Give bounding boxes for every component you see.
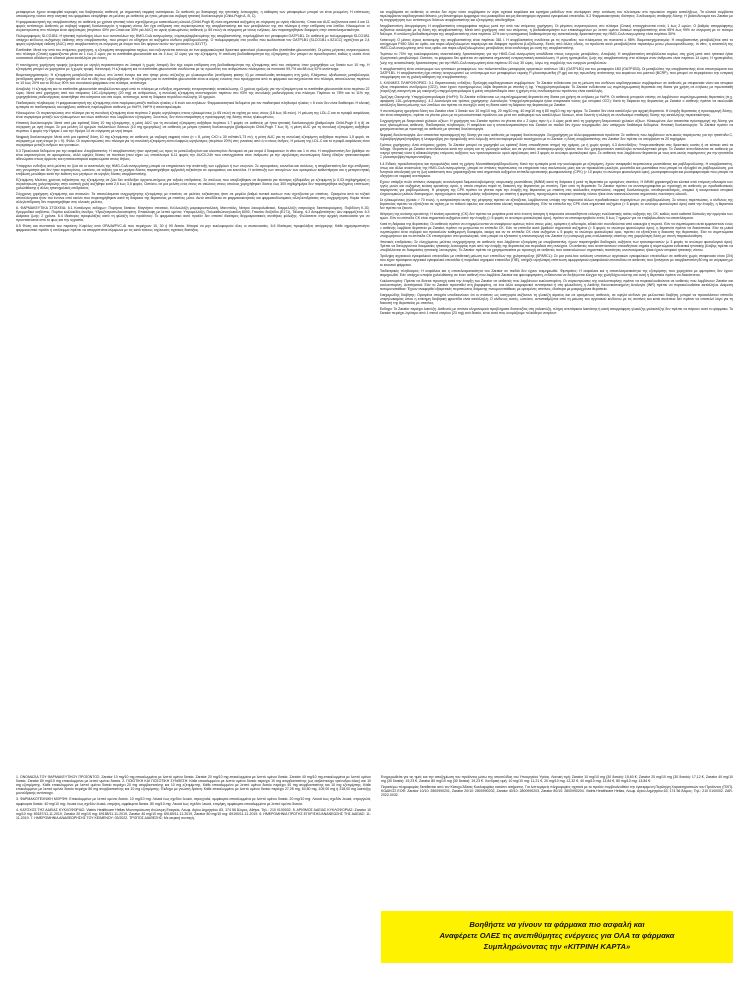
paragraph: μεταφορέων έχουν αναφερθεί κορυφές και διαβητικούς ασθενείς με σημαντική νεφρική ανεπάρκεια. Σε ασθενείς με διαταραχή της ηπατικής λειτουργίας, η κάθαρση των μεταφορέων μπορεί να είναι μειωμένη. Η επίπτωση υποκείμενης νόσου στην κινητική του φαρμάκου εκτιμήθηκε σε μελέτες με ασθενείς με ήπια, μέτρια και σοβαρή ηπατική δυσλειτουργία (Child-Pugh A, B, C). <box>16 10 370 19</box>
paragraph: 3. ΦΑΡΜΑΚΟΤΕΧΝΙΚΗ ΜΟΡΦΗ: Επικαλυμμένο με λεπτό υμένιο δισκίο. 10 mg/10 mg: Λευκά έως σχεδόν λευκά, στρογγυλά, αμφίκυρτα επικαλυμμένα με λεπτό υμένιο δισκία. 20 mg/10 mg: Λευκά έως σχεδόν λευκά, στρογγυλά, αμφίκυρτα δισκία. 40 mg/10 mg: Λευκά έως σχεδόν λευκά, επιμήκη, αμφίκυρτα δισκία. 80 mg/10 mg: Λευκά έως σχεδόν λευκά, επιμήκη, αμφίκυρτα επικαλυμμένα με λεπτό υμένιο δισκία. <box>16 797 371 806</box>
notice-line-3: Συμπληρώνοντας την «ΚΙΤΡΙΝΗ ΚΑΡΤΑ» <box>483 942 631 951</box>
paragraph: Κυκλοσπορίνη: Πρέπει να δίνεται προσοχή κατά την έναρξη του Zarator σε ασθενείς που λαμβάνουν κυκλοσπορίνη. Οι συγκεντρώσεις της κυκλοσπορίνης πρέπει να παρακολουθούνται σε ασθενείς που λαμβάνουν Zarator και κυκλοσπορίνη. Αντιπηκτικά: Εάν το Zarator προστεθεί στη βαρφαρίνη, σε ένα άλλο κουμαρινικό αντιπηκτικό ή στη φλουιδιόνη, η Διεθνής Κανονικοποιημένη Αναλογία (INR) πρέπει να παρακολουθείται κατάλληλα. Διάμεση πνευμονοπάθεια: Έχουν αναφερθεί εξαιρετικές περιπτώσεις διάμεσης πνευμονοπάθειας με ορισμένες στατίνες, ιδιαίτερα με μακροχρόνια θεραπεία. <box>379 278 733 291</box>
paragraph: Κατανομή: Ο μέσος όγκος κατανομής της ατορβαστατίνης είναι περίπου 381 l. Η ατορβαστατίνη συνδέεται με τις πρωτεΐνες του πλάσματος σε ποσοστό ≥ 98%. Βιομετασχηματισμός: Η ατορβαστατίνη μεταβολίζεται από το κυτόχρωμα P450 3A4 σε ορθο- και παρα-υδροξυλιωμένα παράγωγα και διάφορα προϊόντα β-οξείδωσης. Εκτός από άλλες οδούς, τα προϊόντα αυτά μεταβολίζονται περαιτέρω μέσω γλυκουρονιδίωσης. In vitro, η αναστολή της HMG-CoA αναγωγάσης από τους ορθο- και παρα-υδροξυλιωμένους μεταβολίτες είναι ισοδύναμη με αυτή της ατορβαστατίνης. <box>379 38 733 51</box>
paragraph: 6.5 Φύση και συστατικά του περιέκτη: Κυψέλες από OPA/Al/PVC-Al που περιέχουν 10, 30 ή 90 δισκία. Μπορεί να μην κυκλοφορούν όλες οι συσκευασίες. 6.6 Ιδιαίτερες προφυλάξεις απόρριψης: Κάθε αχρησιμοποίητο φαρμακευτικό προϊόν ή υπόλειμμα πρέπει να απορρίπτεται σύμφωνα με τις κατά τόπους ισχύουσες σχετικές διατάξεις. <box>16 224 370 233</box>
paragraph: 5.3 Προκλινικά δεδομένα για την ασφάλεια: Ατορβαστατίνη: Η ατορβαστατίνη ήταν αρνητική ως προς το μεταλλαξιογόνο και κλαστογόνο δυναμικό σε μια σειρά 4 δοκιμασιών in vitro και 1 in vivo. Η ατορβαστατίνη δεν βρέθηκε να είναι καρκινογόνος σε αρουραίους, αλλά υψηλές δόσεις σε ποντίκια (που είχαν ως αποτέλεσμα 6-11 φορές την AUC0-24h που επιτυγχάνεται στον άνθρωπο με την υψηλότερη συνιστώμενη δόση) έδειξαν ηπατοκυτταρικά αδενώματα στους άρρενες και ηπατοκυτταρικά καρκινώματα στους θήλεις. <box>16 149 370 162</box>
body-columns <box>16 10 733 770</box>
paragraph: και συμβάματα σε ασθενείς οι οποίοι δεν είχαν νόσο συμβάματα εν όψει σχετικά κεφάλαια και κριτήρια μεθόδων που συνέφεραν στην ανάλυση του πλεύσιμου στο πρωτεύον σημείο καταλήξεως. Τα κλινικά συμβάντα περιλάμβαναν καρδιαγγειακό θάνατο, μη θανατηφόρο έμφραγμα του μυοκαρδίου και μη θανατηφόρο αγγειακό εγκεφαλικό επεισόδιο. 5.2 Φαρμακοκινητικές ιδιότητες: Συνδυασμός σταθερής δόσης: Η βιοϊσοδυναμία του Zarator με τη συγχορήγηση των αντίστοιχων δόσεων ατορβαστατίνης και εζετιμίμπης αποδείχθηκε. <box>379 10 733 23</box>
paragraph: Η συνιστώμενη ημερήσια δόση του Zarator είναι 1 δισκίο των 10 mg/10 mg, 20 mg/10 mg, 40 mg/10 mg ή 80 mg/10 mg την ημέρα. Το Zarator δεν είναι κατάλληλο για αρχική θεραπεία. Η έναρξη θεραπείας ή προσαρμογή δόσης, εάν είναι απαραίτητο, πρέπει να γίνεται μόνο με τα μονοσυστατικά προϊόντα, και μετά τον καθορισμό των κατάλληλων δόσεων, είναι δυνατή η αλλαγή σε συνδυασμό σταθερής δόσης της κατάλληλης περιεκτικότητας. <box>379 108 733 118</box>
paragraph: Τρόπος χορήγησης: Από στόματος χρήση. Το Zarator μπορεί να χορηγηθεί ως εφάπαξ δόση οποιαδήποτε στιγμή της ημέρας, με ή χωρίς τροφή. 4.3 Αντενδείξεις: Υπερευαισθησία στις δραστικές ουσίες ή σε κάποιο από τα έκδοχα. Θεραπεία με Zarator αντενδείκνυται κατά την κύηση και τη γαλουχία καθώς και σε γυναίκες αναπαραγωγικής ηλικίας που δεν χρησιμοποιούν κατάλληλα αντισυλληπτικά μέτρα. Το Zarator αντενδείκνυται σε ασθενείς με ενεργό ηπατική νόσο ή αδικαιολόγητες επίμονες αυξήσεις των τρανσαμινασών ορού υψηλότερες από 3 φορές το ανώτερο φυσιολογικό όριο. Σε ασθενείς που λαμβάνουν θεραπεία με τους αντι-ιικούς παράγοντες για την ηπατίτιδα C γλεκαπρεβίρη/πιμπρεντασβίρη. <box>379 143 733 160</box>
pricing-text <box>381 775 733 797</box>
notice-line-1: Βοηθήστε να γίνουν τα φάρμακα πιο ασφαλή και <box>469 920 645 929</box>
paragraph: Βιομετασχηματισμός: Η εζετιμίμπη μεταβολίζεται κυρίως στο λεπτό έντερο και στο ήπαρ μέσω σύζευξης με γλυκουρονίδιο (αντίδραση φάσης ΙΙ) με επακόλουθη απέκκριση στη χολή. Ελάχιστος οξειδωτικός μεταβολισμός (αντίδραση φάσης Ι) έχει παρατηρηθεί σε όλα τα είδη που αξιολογήθηκαν. Η εζετιμίμπη και το ezetimibe-glucuronide είναι οι κύριες ενώσεις που προέρχονται από το φάρμακο και ανιχνεύονται στο πλάσμα, αποτελώντας περίπου το 10 έως 20% και το 80 έως 90% του συνολικού φαρμάκου στο πλάσμα, αντίστοιχα. <box>16 72 370 85</box>
paragraph: Σακχαρώδης διαβήτης: Ορισμένα στοιχεία υποδεικνύουν ότι οι στατίνες ως κατηγορία αυξάνουν τη γλυκόζη αίματος και σε ορισμένους ασθενείς, σε υψηλό κίνδυνο για μελλοντικό διαβήτη, μπορεί να προκαλέσουν επίπεδο υπεργλυκαιμίας όπου η επίσημη διαβητική φροντίδα είναι κατάλληλη. Ο κίνδυνος αυτός, ωστόσο, αντισταθμίζεται από τη μείωση του αγγειακού κινδύνου με τις στατίνες και κατά συνέπεια δεν πρέπει να αποτελεί λόγο για τη διακοπή της θεραπείας με στατίνες. <box>379 292 733 305</box>
yellow-card-notice <box>381 911 733 963</box>
paragraph: Η ατορβαστατίνη είναι υπόστρωμα των ηπατικών μεταφορέων, του πολυπεπτιδίου μεταφοράς οργανικών ανιόντων 1B1 (OATP1B1) και του μεταφορέα 1B3 (OATP1B3). Οι μεταβολίτες της ατορβαστατίνης είναι υποστρώματα του OATP1B1. Η ατορβαστατίνη έχει επίσης αναγνωριστεί ως υπόστρωμα των μεταφορέων εκροής P-γλυκοπρωτεΐνη (P-gp) και της πρωτεΐνης αντίστασης του καρκίνου του μαστού (BCRP), που μπορεί να περιορίσουν την εντερική απορρόφηση και τη χολική κάθαρση της ατορβαστατίνης. <box>379 66 733 79</box>
paragraph: 3. ΚΛΙΝΙΚΕΣ ΠΛΗΡΟΦΟΡΙΕΣ: 3.1 Θεραπευτικές ενδείξεις: Πρόληψη καρδιαγγειακών συμβαμάτων: Το Zarator ενδείκνυται για τη μείωση του κινδύνου καρδιαγγειακών συμβαμάτων σε ασθενείς με στεφανιαία νόσο και ιστορικό οξέος στεφανιαίου συνδρόμου (ΟΣΣ), όταν έχουν προηγουμένως λάβει θεραπεία με στατίνη ή όχι. Υπερχοληστερολαιμία: Το Zarator ενδείκνυται ως συμπληρωματική θεραπεία στη δίαιτα για χρήση σε ενήλικες με πρωτοπαθή (ετερόζυγη οικογενή και μη οικογενή) υπερχοληστερολαιμία ή μικτή υπερλιπιδαιμία όταν η χρήση ενός συνδυασμένου προϊόντος είναι κατάλληλη. <box>379 80 733 93</box>
paragraph: 4.4 Ειδικές προειδοποιήσεις και προφυλάξεις κατά τη χρήση: Μυοπάθεια/ραβδομυόλυση: Κατά την εμπειρία μετά την κυκλοφορία με εζετιμίμπη, έχουν αναφερθεί περιπτώσεις μυοπάθειας και ραβδομυόλυσης. Η ατορβαστατίνη, όπως και άλλοι αναστολείς της HMG-CoA αναγωγάσης, μπορεί σε σπάνιες περιπτώσεις να επηρεάσει τους σκελετικούς μύες και να προκαλέσει μυαλγία, μυοσίτιδα και μυοπάθεια που μπορεί να εξελιχθεί σε ραβδομυόλυση, μια δυνητικά απειλητική για τη ζωή κατάσταση που χαρακτηρίζεται από σημαντικά αυξημένα επίπεδα κρεατινικής φωσφοκινάσης (CPK) (> 10 φορές το ανώτερο φυσιολογικό όριο), μυοσφαιρινουρία και μυοσφαιριναιμία που μπορεί να οδηγήσει σε νεφρική ανεπάρκεια. <box>379 161 733 178</box>
left-text-column <box>16 10 370 770</box>
paragraph: Ηπατικές επιδράσεις: Σε ελεγχόμενες μελέτες συγχορήγησης σε ασθενείς που λάμβαναν εζετιμίμπη με ατορβαστατίνη, έχουν παρατηρηθεί διαδοχικές αυξήσεις των τρανσαμινασών (≥ 3 φορές το ανώτερο φυσιολογικό όριο). Πρέπει να διενεργούνται δοκιμασίες ηπατικής λειτουργίας πριν από την έναρξη της θεραπείας και περιοδικά στη συνέχεια. Οι ασθενείς που αναπτύσσουν οποιαδήποτε σημεία ή συμπτώματα ενδεικτικά ηπατικής βλάβης πρέπει να υποβάλλονται σε δοκιμασίες ηπατικής λειτουργίας. Το Zarator πρέπει να χρησιμοποιείται με προσοχή σε ασθενείς που καταναλώνουν σημαντικές ποσότητες οινοπνεύματος ή/και έχουν ιστορικό ηπατικής νόσου. <box>379 240 733 253</box>
paragraph: Ηπατική δυσλειτουργία: Μετά από μια εφάπαξ δόση 10 mg εζετιμίμπης, η μέση AUC για τη συνολική εζετιμίμπη αυξήθηκε περίπου 1,7 φορές σε ασθενείς με ήπια ηπατική δυσλειτουργία (βαθμολογία Child-Pugh 5 ή 6) σε σύγκριση με υγιή άτομα. Σε μια μελέτη 14 ημερών πολλαπλών δόσεων (10 mg ημερησίως) σε ασθενείς με μέτρια ηπατική δυσλειτουργία (βαθμολογία Child-Pugh 7 έως 9), η μέση AUC για τη συνολική εζετιμίμπη αυξήθηκε περίπου 4 φορές την Ημέρα 1 και την Ημέρα 14 σε σύγκριση με υγιή άτομα. <box>16 121 370 134</box>
paragraph: Παιδιατρικός πληθυσμός: Η φαρμακοκινητική της εζετιμίμπης είναι παρόμοια μεταξύ παιδιών ηλικίας ≥ 6 ετών και ενηλίκων. Φαρμακοκινητικά δεδομένα για τον παιδιατρικό πληθυσμό ηλικίας < 6 ετών δεν είναι διαθέσιμα. Η κλινική εμπειρία σε παιδιατρικούς και εφήβους ασθενείς περιλαμβάνει ασθενείς με HoFH, HeFH ή σιτοστερολαιμία. <box>16 100 370 109</box>
paragraph: Ενημερωθείτε για τις τιμές και την αποζημίωση του προϊόντος μέσω της ιστοσελίδας του Υπουργείου Υγείας. Λιανική τιμή: Zarator 10 mg/10 mg (30 δισκία): 15,60 €, Zarator 20 mg/10 mg (30 δισκία): 17,12 €, Zarator 40 mg/10 mg (30 δισκία): 19,23 €, Zarator 80 mg/10 mg (30 δισκία): 19,23 €. Χονδρική τιμή: 10 mg/10 mg: 11,21 €, 20 mg/10 mg: 12,32 €, 40 mg/10 mg: 13,84 €, 80 mg/10 mg: 13,84 €. <box>381 775 733 784</box>
paragraph: Έχουν υπάρξει πολύ σπάνιες αναφορές ανοσολογικά διαμεσολαβούμενης νεκρωτικής μυοπάθειας (IMNM) κατά τη διάρκεια ή μετά τη θεραπεία με ορισμένες στατίνες. Η IMNM χαρακτηρίζεται κλινικά από επίμονη αδυναμία των εγγύς μυών και αυξημένη κινάση κρεατίνης ορού, η οποία επιμένει παρά τη διακοπή της θεραπείας με στατίνη. Πριν από τη θεραπεία: Το Zarator πρέπει να συνταγογραφείται με προσοχή σε ασθενείς με προδιαθεσικούς παράγοντες για ραβδομυόλυση. Η μέτρηση της CPK πρέπει να γίνεται πριν την έναρξη της θεραπείας με στατίνη στις ακόλουθες περιπτώσεις: νεφρική δυσλειτουργία, υποθυρεοειδισμός, ατομικό ή οικογενειακό ιστορικό κληρονομικών μυϊκών διαταραχών, προηγούμενο ιστορικό μυϊκής τοξικότητας με στατίνη ή φιμπράτη, προηγούμενο ιστορικό ηπατικής νόσου ή/και όταν καταναλώνονται σημαντικές ποσότητες αλκοόλ. <box>379 179 733 196</box>
paragraph: Ηλικιωμένοι: Οι συγκεντρώσεις στο πλάσμα για τη συνολική εζετιμίμπη είναι περίπου 2 φορές υψηλότερες στους ηλικιωμένους (≥ 65 ετών) σε σχέση με τους νέους (18 έως 45 ετών). Η μείωση της LDL-C και το προφίλ ασφάλειας είναι συγκρίσιμα μεταξύ των ηλικιωμένων και νέων ασθενών που λαμβάνουν εζετιμίμπη. Συνεπώς, δεν είναι απαραίτητη η προσαρμογή της δόσης στους ηλικιωμένους. <box>16 110 370 120</box>
pricing-block <box>381 775 733 951</box>
paragraph: Περίπου το 70% της κυκλοφορούσας ανασταλτικής δραστικότητας για την HMG-CoA αναγωγάση αποδίδεται στους ενεργούς μεταβολίτες. Αποβολή: Η ατορβαστατίνη αποβάλλεται κυρίως στη χολή μετά από ηπατικό ή/και εξωηπατικό μεταβολισμό. Ωστόσο, το φάρμακο δεν φαίνεται να υφίσταται σημαντική εντεροηπατική ανακύκλωση. Η μέση ημιπερίοδος ζωής της ατορβαστατίνης στο πλάσμα στον άνθρωπο είναι περίπου 14 ώρες. Η ημιπερίοδος ζωής της ανασταλτικής δραστικότητας για την HMG-CoA αναγωγάση είναι περίπου 20 έως 30 ώρες, λόγω της συμβολής των ενεργών μεταβολιτών. <box>379 52 733 65</box>
paragraph: Περαιτέρω πληροφορίες διατίθενται από τον Κάτοχο Άδειας Κυκλοφορίας κατόπιν αιτήματος. Για λεπτομερείς πληροφορίες σχετικά με το προϊόν συμβουλευθείτε την εγκεκριμένη Περίληψη Χαρακτηριστικών του Προϊόντος (ΠΧΠ). ΚΩΔΙΚΟΣ ΕΟΦ: Zarator 10/10: 2800990201, Zarator 20/10: 2800990202, Zarator 40/10: 2800990203, Zarator 80/10: 2800990204. Viatris Healthcare Hellas, Λεωφ. Αγίου Δημητρίου 63, 174 56 Άλιμος. Τηλ.: 210 0100002. ZAR-2022-0032. <box>381 785 733 798</box>
paragraph: Παιδιατρικός πληθυσμός: Η ασφάλεια και η αποτελεσματικότητα του Zarator σε παιδιά δεν έχουν τεκμηριωθεί. Φιμπράτες: Η ασφάλεια και η αποτελεσματικότητα της εζετιμίμπης που χορηγείται με φιμπράτες δεν έχουν τεκμηριωθεί. Εάν υπάρχει υποψία χολολιθίασης σε έναν ασθενή που λαμβάνει Zarator και φαινοφιμπράτη, ενδείκνυται να διεξάγονται έλεγχοι της χοληδόχου κύστης και αυτή η θεραπεία πρέπει να διακόπτεται. <box>379 268 733 277</box>
paragraph: Εζετιμίμπη: Μελέτες χρόνιας τοξικότητας της εζετιμίμπης σε ζώα δεν ανέδειξαν όργανα-στόχους για τοξικές επιδράσεις. Σε σκύλους που υποβλήθηκαν σε θεραπεία για τέσσερις εβδομάδες με εζετιμίμπη (≥ 0,03 mg/kg/ημέρα) η συγκέντρωση χοληστερόλης στην κυστική χολή αυξήθηκε κατά 2,5 έως 3,5 φορές. Ωστόσο, σε μια μελέτη ενός έτους σε σκύλους στους οποίους χορηγήθηκαν δόσεις έως 300 mg/kg/ημέρα δεν παρατηρήθηκε αυξημένη επίπτωση χολολιθίασης ή άλλες ηπατοχολικές επιδράσεις. <box>16 177 370 190</box>
paragraph: Νεφρική δυσλειτουργία: Δεν απαιτείται προσαρμογή της δόσης για τους ασθενείς με νεφρική δυσλειτουργία. Συγχορήγηση με άλλα φαρμακευτικά προϊόντα: Σε ασθενείς που λαμβάνουν αντι-ιικούς παράγοντες για την ηπατίτιδα C, ελβασβίρη/γκραζοπρεβίρη ή λετερμοβίρη για προφύλαξη από λοίμωξη από κυτταρομεγαλοϊό ταυτόχρονα με το Zarator, η δόση ατορβαστατίνης στο Zarator δεν πρέπει να υπερβαίνει τα 20 mg/ημέρα. <box>379 133 733 142</box>
paragraph: 6. ΦΑΡΜΑΚΕΥΤΙΚΑ ΣΤΟΙΧΕΙΑ: 6.1 Κατάλογος εκδόχων: Πυρήνας δισκίου: Μαγνήσιο στεατικό, Κελλουλόζη μικροκρυσταλλική, Μαννιτόλη, Νάτριο λαουρυλοθειικό, Καρμελλόζη νατριούχος διασταυρούμενη, Ποβιδόνη Κ-30, Κρεμμυδικό ασβέστιο, Πυρίτιο κολλοειδές άνυδρο, Υδροξυπροπυλοκυτταρίνη. Επικάλυψη με λεπτό υμένιο: Υπρομελλόζη, Πολυαιθυλενογλυκόλη 8000, Τιτανίου διοξείδιο (E171), Τάλκης. 6.2 Ασυμβατότητες: Δεν εφαρμόζεται. 6.3 Διάρκεια ζωής: 2 χρόνια. 6.4 Ιδιαίτερες προφυλάξεις κατά τη φύλαξη του προϊόντος: Το φαρμακευτικό αυτό προϊόν δεν απαιτεί ιδιαίτερες θερμοκρασιακές συνθήκες φύλαξης. Φυλάσσετε στην αρχική συσκευασία για να προστατεύεται από το φως και την υγρασία. <box>16 205 370 223</box>
paragraph: Η φαρμακοκινητική της ατορβαστατίνης σε ασθενείς με χρόνια ηπατική νόσο σχετιζόμενη με κατανάλωση αλκοόλ (Child-Pugh B) είναι σημαντικά αυξημένη σε σύγκριση με υγιείς εθελοντές. Cmax και AUC αυξάνονται κατά 4 και 11 φορές αντίστοιχα. Ασθενείς με σοβαρή νεφρική δυσλειτουργία: η νεφρική νόσος δεν έχει επίδραση στις συγκεντρώσεις της ατορβαστατίνης και των μεταβολιτών της στο πλάσμα ή στην επίδραση στα λιπίδια. Ηλικιωμένοι: οι συγκεντρώσεις στο πλάσμα είναι υψηλότερες (περίπου 40% για Cmax και 30% για AUC) σε υγιείς ηλικιωμένους ασθενείς (≥ 65 ετών) σε σύγκριση με νέους ενήλικες. Δεν παρατηρήθηκαν διαφορές στην αποτελεσματικότητα. <box>16 20 370 33</box>
right-text-column <box>380 10 734 770</box>
product-info-block <box>16 775 371 822</box>
paragraph: Συγχορήγηση με δεσμευτικά χολικών οξέων: Η χορήγηση του Zarator πρέπει να γίνεται είτε ≥ 2 ώρες πριν ή ≥ 4 ώρες μετά από τη χορήγηση δεσμευτικού χολικών οξέων. Ηλικιωμένοι: Δεν απαιτείται προσαρμογή της δόσης για τους ηλικιωμένους ασθενείς. Παιδιατρικός πληθυσμός: Η ασφάλεια και η αποτελεσματικότητα του Zarator σε παιδιά δεν έχουν τεκμηριωθεί. Δεν υπάρχουν διαθέσιμα δεδομένα. Ηπατική δυσλειτουργία: Το Zarator πρέπει να χρησιμοποιείται με προσοχή σε ασθενείς με ηπατική δυσλειτουργία. <box>379 119 733 132</box>
paragraph: Κατά τη διάρκεια της θεραπείας: Οι ασθενείς πρέπει να ενημερώνονται να αναφέρουν αμέσως πόνο στους μύες, κράμπες ή αδυναμία, ειδικά εάν συνοδεύονται από κακουχία ή πυρετό. Εάν τα συμπτώματα αυτά εμφανιστούν ενώς ο ασθενής λαμβάνει θεραπεία με Zarator, πρέπει να μετρώνται τα επίπεδα CK. Εάν τα επίπεδα αυτά βρεθούν σημαντικά αυξημένα (> 5 φορές το ανώτερο φυσιολογικό όριο), η θεραπεία πρέπει να διακόπτεται. Εάν τα μυϊκά συμπτώματα είναι σοβαρά και προκαλούν καθημερινή δυσφορία, ακόμη και αν τα επίπεδα CK είναι αυξημένα ≤ 5 φορές το ανώτερο φυσιολογικό όριο, πρέπει να εξετάζεται η διακοπή της θεραπείας. Εάν τα συμπτώματα υποχωρήσουν και τα επίπεδα CK επιστρέψουν στα φυσιολογικά, τότε μπορεί να εξεταστεί η επανεισαγωγή του Zarator ή η εισαγωγή μιας εναλλακτικής στατίνης στη χαμηλότερη δόση με στενή παρακολούθηση. <box>379 222 733 239</box>
notice-line-2: Αναφέρετε ΟΛΕΣ τις ανεπιθύμητες ενέργειες για ΟΛΑ τα φάρμακα <box>439 931 675 940</box>
paragraph: Σύγχρονη χορήγηση εζετιμίμπης και στατινών: Τα αποτελέσματα συγχορήγησης εζετιμίμπης με στατίνες σε μελέτες τοξικότητας ήταν σε μεγάλο βαθμό τυπικά εκείνων που σχετίζονται με στατίνες. Ορισμένα από τα τοξικά αποτελέσματα ήταν πιο έντονα από εκείνα που παρατηρήθηκαν κατά τη διάρκεια της θεραπείας με στατίνες μόνο. Αυτό αποδίδεται σε φαρμακοκινητικές και φαρμακοδυναμικές αλληλεπιδράσεις στη συγχορήγηση. Καμία τέτοια αλληλεπίδραση δεν παρατηρήθηκε στις κλινικές μελέτες. <box>16 191 370 204</box>
paragraph: Σε ηλικιωμένους (ηλικία > 70 ετών), η αναγκαιότητα αυτής της μέτρησης πρέπει να εξετάζεται, λαμβάνοντας υπόψη την παρουσία άλλων προδιαθεσικών παραγόντων για ραβδομυόλυση. Σε τέτοιες περιπτώσεις, ο κίνδυνος της θεραπείας πρέπει να εξετάζεται σε σχέση με το πιθανό όφελος και συνιστάται κλινική παρακολούθηση. Εάν τα επίπεδα της CPK είναι σημαντικά αυξημένα (> 5 φορές το ανώτερο φυσιολογικό όριο) κατά την έναρξη, η θεραπεία δεν πρέπει να ξεκινά. <box>379 197 733 210</box>
paragraph: Πρόληψη αγγειακού εγκεφαλικού επεισοδίου με επιθετική μείωση των επιπέδων της χοληστερόλης (SPARCL): Σε μια post-hoc ανάλυση υποτύπων αγγειακών εγκεφαλικών επεισοδίων σε ασθενείς χωρίς στεφανιαία νόσο (ΣΝ) που είχαν πρόσφατο αγγειακό εγκεφαλικό επεισόδιο ή παροδικό ισχαιμικό επεισόδιο (ΠΙΕ), υπήρξε υψηλότερη επίπτωση αιμορραγικού εγκεφαλικού επεισοδίου σε ασθενείς που ξεκίνησαν με ατορβαστατίνη 80 mg σε σύγκριση με το εικονικό φάρμακο. <box>379 254 733 267</box>
paragraph: Ezetimibe: Μετά την από του στόματος χορήγηση, η εζετιμίμπη απορροφάται ταχέως και συζευγνύεται εκτενώς σε ένα φαρμακολογικά δραστικό φαινολικό γλυκουρονίδιο (ezetimibe-glucuronide). Οι μέσες μέγιστες συγκεντρώσεις στο πλάσμα (Cmax) εμφανίζονται μέσα σε 1 έως 2 ώρες για το ezetimibe-glucuronide και σε 4 έως 12 ώρες για την εζετιμίμπη. Η απόλυτη βιοδιαθεσιμότητα της εζετιμίμπης δεν μπορεί να προσδιοριστεί, καθώς η ουσία είναι ουσιαστικά αδιάλυτη σε υδατικά μέσα κατάλληλα για ένεση. <box>16 48 370 61</box>
paragraph: Υπάρχουν ενδείξεις από μελέτες σε ζώα ότι οι αναστολείς της HMG-CoA αναγωγάσης μπορεί να επηρεάσουν την ανάπτυξη των εμβρύων ή των νεογνών. Σε αρουραίους, κουνέλια και σκύλους, η ατορβαστατίνη δεν είχε επίδραση στη γονιμότητα και δεν ήταν τερατογόνος, ωστόσο, σε τοξικές για τη μητέρα δόσεις παρατηρήθηκε εμβρυϊκή τοξικότητα σε αρουραίους και κουνέλια. Η ανάπτυξη των απογόνων των αρουραίων καθυστέρησε και η μεταγεννητική επιβίωση μειώθηκε κατά την έκθεση των μητέρων σε υψηλές δόσεις ατορβαστατίνης. <box>16 163 370 176</box>
paragraph: Μέτρηση της κινάσης κρεατίνης: Η κινάση κρεατίνης (CK) δεν πρέπει να μετράται μετά από έντονη άσκηση ή παρουσία οποιασδήποτε εύλογης εναλλακτικής αιτίας αύξησης της CK, καθώς αυτό καθιστά δύσκολη την ερμηνεία των τιμών. Εάν τα επίπεδα CK είναι σημαντικά αυξημένα κατά την έναρξη (> 5 φορές το ανώτερο φυσιολογικό όριο), πρέπει να επαναμετρηθούν εντός 5 έως 7 ημερών για να επιβεβαιωθούν τα αποτελέσματα. <box>379 212 733 221</box>
paragraph: Ατορβαστατίνη: Απορρόφηση: Η ατορβαστατίνη απορροφάται ταχέως μετά την από του στόματος χορήγηση. Οι μέγιστες συγκεντρώσεις στο πλάσμα (Cmax) επιτυγχάνονται εντός 1 έως 2 ωρών. Ο βαθμός απορρόφησης αυξάνεται αναλογικά με τη δόση της ατορβαστατίνης. Μετά από χορήγηση από του στόματος, η βιοδιαθεσιμότητα των επικαλυμμένων με λεπτό υμένιο δισκίων ατορβαστατίνης είναι 95% έως 99% σε σύγκριση με το πόσιμο διάλυμα. Η απόλυτη βιοδιαθεσιμότητα της ατορβαστατίνης είναι περίπου 12% και η συστηματική διαθεσιμότητα της ανασταλτικής δραστικότητας της HMG-CoA αναγωγάσης είναι περίπου 30%. <box>379 24 733 37</box>
paragraph: 1. ΟΝΟΜΑΣΙΑ ΤΟΥ ΦΑΡΜΑΚΕΥΤΙΚΟΥ ΠΡΟΪΟΝΤΟΣ: Zarator 10 mg/10 mg επικαλυμμένα με λεπτό υμένιο δισκία. Zarator 20 mg/10 mg επικαλυμμένα με λεπτό υμένιο δισκία. Zarator 40 mg/10 mg επικαλυμμένα με λεπτό υμένιο δισκία. Zarator 80 mg/10 mg επικαλυμμένα με λεπτό υμένιο δισκία. 2. ΠΟΙΟΤΙΚΗ ΚΑΙ ΠΟΣΟΤΙΚΗ ΣΥΝΘΕΣΗ: Κάθε επικαλυμμένο με λεπτό υμένιο δισκίο περιέχει 10 mg ατορβαστατίνης (ως ασβεστιούχο τριένυδρο άλας) και 10 mg εζετιμίμπης. Κάθε επικαλυμμένο με λεπτό υμένιο δισκίο περιέχει 20 mg ατορβαστατίνης και 10 mg εζετιμίμπης. Κάθε επικαλυμμένο με λεπτό υμένιο δισκίο περιέχει 40 mg ατορβαστατίνης και 10 mg εζετιμίμπης. Κάθε επικαλυμμένο με λεπτό υμένιο δισκίο περιέχει 80 mg ατορβαστατίνης και 10 mg εζετιμίμπης. Έκδοχο με γνωστή δράση: Κάθε επικαλυμμένο με λεπτό υμένιο δισκίο περιέχει 27,25 mg, 54,50 mg, 109,00 mg ή 218,00 mg λακτόζης μονοϋδρικής αντίστοιχα. <box>16 775 371 796</box>
paragraph: Πολυμορφισμός SLCO1B1: Η ηπατική πρόσληψη όλων των αναστολέων της HMG-CoA αναγωγάσης, συμπεριλαμβανομένης της ατορβαστατίνης, περιλαμβάνει τον μεταφορέα OATP1B1. Σε ασθενείς με πολυμορφισμό SLCO1B1 υπάρχει κίνδυνος αυξημένης έκθεσης στην ατορβαστατίνη, που μπορεί να οδηγήσει σε αυξημένο κίνδυνο ραβδομυόλυσης. Ο πολυμορφισμός στο γονίδιο που κωδικοποιεί τον OATP1B1 (SLCO1B1 c.521CC) σχετίζεται με 2,4 φορές υψηλότερη έκθεση (AUC) στην ατορβαστατίνη σε σύγκριση με άτομα που δεν φέρουν αυτόν τον γονότυπο (c.521TT). <box>16 34 370 47</box>
paragraph: Νεφρική δυσλειτουργία: Μετά από μια εφάπαξ δόση 10 mg εζετιμίμπης σε ασθενείς με σοβαρή νεφρική νόσο (n = 8, μέση CrCl ≤ 30 ml/min/1,73 m²), η μέση AUC για τη συνολική εζετιμίμπη αυξήθηκε περίπου 1,5 φορά, σε σύγκριση με υγιή άτομα (n = 9). Φύλο: Οι συγκεντρώσεις στο πλάσμα για τη συνολική εζετιμίμπη είναι ελαφρώς υψηλότερες (περίπου 20%) στις γυναίκες από ό,τι στους άνδρες. Η μείωση της LDL-C και το προφίλ ασφάλειας είναι συγκρίσιμα μεταξύ ανδρών και γυναικών. <box>16 135 370 148</box>
paragraph: Ομόζυγη Οικογενής Υπερχοληστερολαιμία (HoFH): Το Zarator ενδείκνυται ως συμπληρωματική θεραπεία στη δίαιτα για χρήση σε ενήλικες με HoFH. Οι ασθενείς μπορούν επίσης να λαμβάνουν συμπληρωματικές θεραπείες (π.χ. αφαίρεση LDL-χοληστερόλης). 4.2 Δοσολογία και τρόπος χορήγησης: Δοσολογία: Υπερχοληστερολαιμία ή/και στεφανιαία νόσος (με ιστορικό ΟΣΣ): Κατά τη διάρκεια της θεραπείας με Zarator ο ασθενής πρέπει να ακολουθεί κατάλληλη δίαιτα μείωσης των λιπιδίων και πρέπει να συνεχίζει αυτή τη δίαιτα κατά τη διάρκεια της θεραπείας με Zarator. <box>379 94 733 107</box>
paragraph: Η ταυτόχρονη χορήγηση τροφής (γεύματα με υψηλή περιεκτικότητα σε λιπαρά ή χωρίς λιπαρά) δεν είχε καμία επίδραση στη βιοδιαθεσιμότητα της εζετιμίμπης από του στόματος όταν χορηγήθηκε ως δισκία των 10 mg. Η εζετιμίμπη μπορεί να χορηγείται με ή χωρίς τροφή. Κατανομή: Η εζετιμίμπη και το ezetimibe-glucuronide συνδέονται με τις πρωτεΐνες του ανθρώπινου πλάσματος σε ποσοστό 99,7% και 88 έως 92% αντίστοιχα. <box>16 62 370 71</box>
paragraph: Αποβολή: Η εζετιμίμπη και το ezetimibe-glucuronide αποβάλλονται αργά από το πλάσμα με ενδείξεις σημαντικής εντεροηπατικής ανακύκλωσης. Ο χρόνος ημιζωής για την εζετιμίμπη και το ezetimibe-glucuronide είναι περίπου 22 ώρες. Μετά από χορήγηση από του στόματος 14C-εζετιμίμπης (20 mg) σε ανθρώπους, η συνολική εζετιμίμπη αντιστοιχούσε περίπου στο 93% της συνολικής ραδιενέργειας στο πλάσμα. Περίπου το 78% και το 11% της χορηγηθείσας ραδιενέργειας ανακτήθηκε στα κόπρανα και στα ούρα, αντίστοιχα, κατά τη διάρκεια περιόδου συλλογής 10 ημερών. <box>16 86 370 99</box>
paragraph: 4. ΚΑΤΟΧΟΣ ΤΗΣ ΑΔΕΙΑΣ ΚΥΚΛΟΦΟΡΙΑΣ: Viatris Healthcare Hellas Μονοπρόσωπη Ανώνυμη Εταιρεία, Λεωφ. Αγίου Δημητρίου 63, 174 56 Άλιμος, Αθήνα. Τηλ.: 210 0100002. 5. ΑΡΙΘΜΟΣ ΑΔΕΙΑΣ ΚΥΚΛΟΦΟΡΙΑΣ: Zarator 10 mg/10 mg: 69187/11-11-2019, Zarator 20 mg/10 mg: 69188/11-11-2019, Zarator 40 mg/10 mg: 69189/11-11-2019, Zarator 80 mg/10 mg: 69190/11-11-2019. 6. ΗΜΕΡΟΜΗΝΙΑ ΠΡΩΤΗΣ ΕΓΚΡΙΣΗΣ/ΑΝΑΝΕΩΣΗΣ ΤΗΣ ΑΔΕΙΑΣ: 11-11-2019. 7. ΗΜΕΡΟΜΗΝΙΑ ΑΝΑΘΕΩΡΗΣΗΣ ΤΟΥ ΚΕΙΜΕΝΟΥ: 03/2022. ΤΡΟΠΟΣ ΔΙΑΘΕΣΗΣ: Με ιατρική συνταγή. <box>16 807 371 820</box>
paragraph: Έκδοχα: Το Zarator περιέχει λακτόζη. Ασθενείς με σπάνια κληρονομικά προβλήματα δυσανεξίας στη γαλακτόζη, πλήρη ανεπάρκεια λακτάσης ή κακή απορρόφηση γλυκόζης-γαλακτόζης δεν πρέπει να πάρουν αυτό το φάρμακο. Το Zarator περιέχει λιγότερο από 1 mmol νατρίου (23 mg) ανά δισκίο, είναι αυτό που ονομάζουμε «ελεύθερο νατρίου». <box>379 306 733 315</box>
